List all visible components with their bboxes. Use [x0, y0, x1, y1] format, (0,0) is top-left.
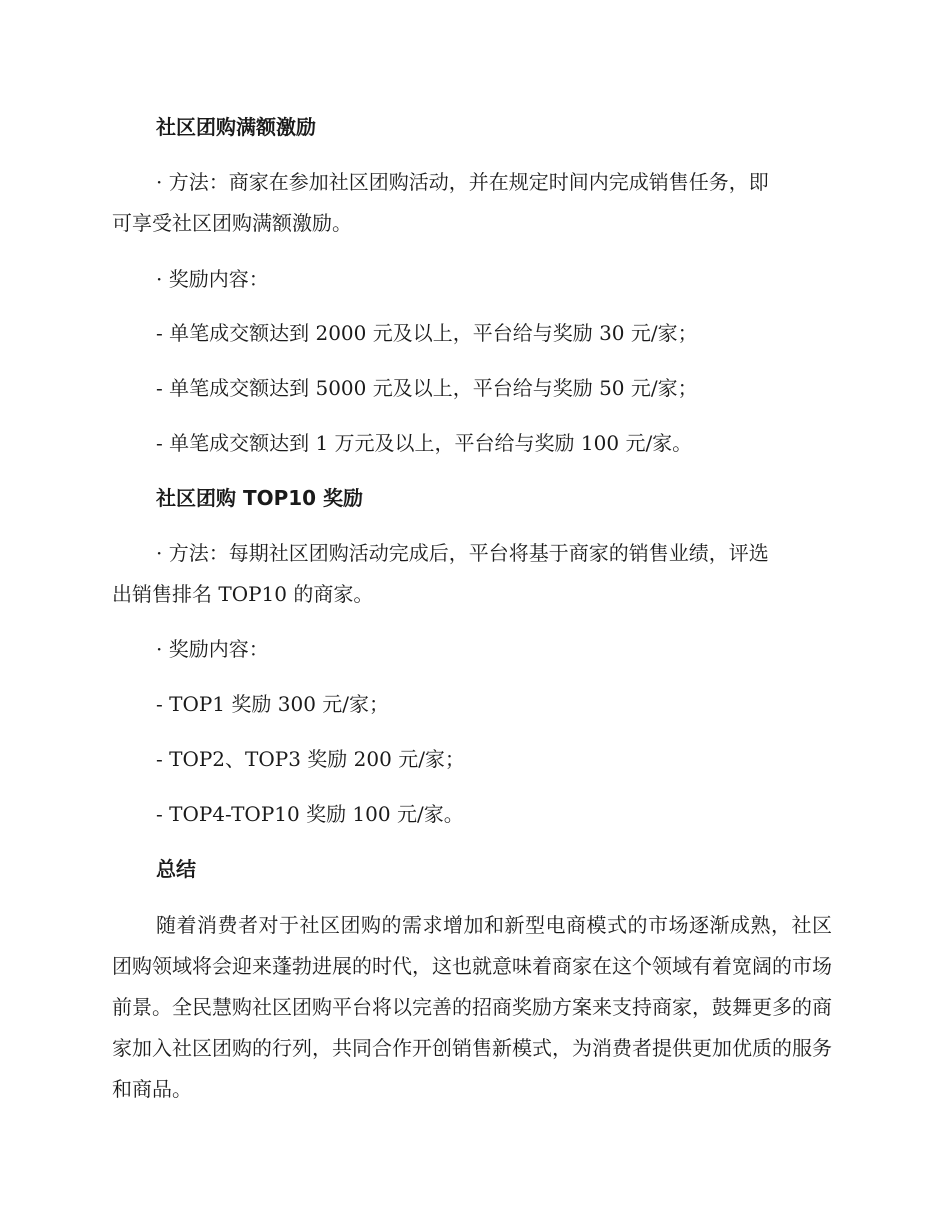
reward-item: - 单笔成交额达到 2000 元及以上，平台给与奖励 30 元/家； [156, 321, 698, 345]
section-heading-full-amount-incentive: 社区团购满额激励 [156, 115, 316, 139]
section-heading-summary: 总结 [156, 857, 196, 881]
reward-label: · 奖励内容： [156, 637, 269, 661]
reward-item: - TOP2、TOP3 奖励 200 元/家； [156, 747, 465, 771]
reward-item: - TOP1 奖励 300 元/家； [156, 692, 390, 716]
reward-item: - TOP4-TOP10 奖励 100 元/家。 [156, 802, 464, 826]
summary-paragraph: 随着消费者对于社区团购的需求增加和新型电商模式的市场逐渐成熟，社区团购领域将会迎来蓬勃进展的时代，这也就意味着商家在这个领域有着宽阔的市场前景。全民慧购社区团购平台将以完善的招商奖励方案来支持商家，鼓舞更多的商家加入社区团购的行列，共同合作开创销售新模式，为消费者提供更加优质的服务和商品。 [112, 913, 832, 1101]
reward-item: - 单笔成交额达到 5000 元及以上，平台给与奖励 50 元/家； [156, 376, 698, 400]
section-heading-top10-reward: 社区团购 TOP10 奖励 [156, 486, 364, 510]
method-text-line: 出销售排名 TOP10 的商家。 [112, 582, 374, 606]
method-text-line: · 方法：每期社区团购活动完成后，平台将基于商家的销售业绩，评选 [156, 541, 769, 565]
reward-label: · 奖励内容： [156, 267, 269, 291]
reward-item: - 单笔成交额达到 1 万元及以上，平台给与奖励 100 元/家。 [156, 431, 693, 455]
method-text-line: · 方法：商家在参加社区团购活动，并在规定时间内完成销售任务，即 [156, 170, 769, 194]
method-text-line: 可享受社区团购满额激励。 [112, 211, 352, 235]
